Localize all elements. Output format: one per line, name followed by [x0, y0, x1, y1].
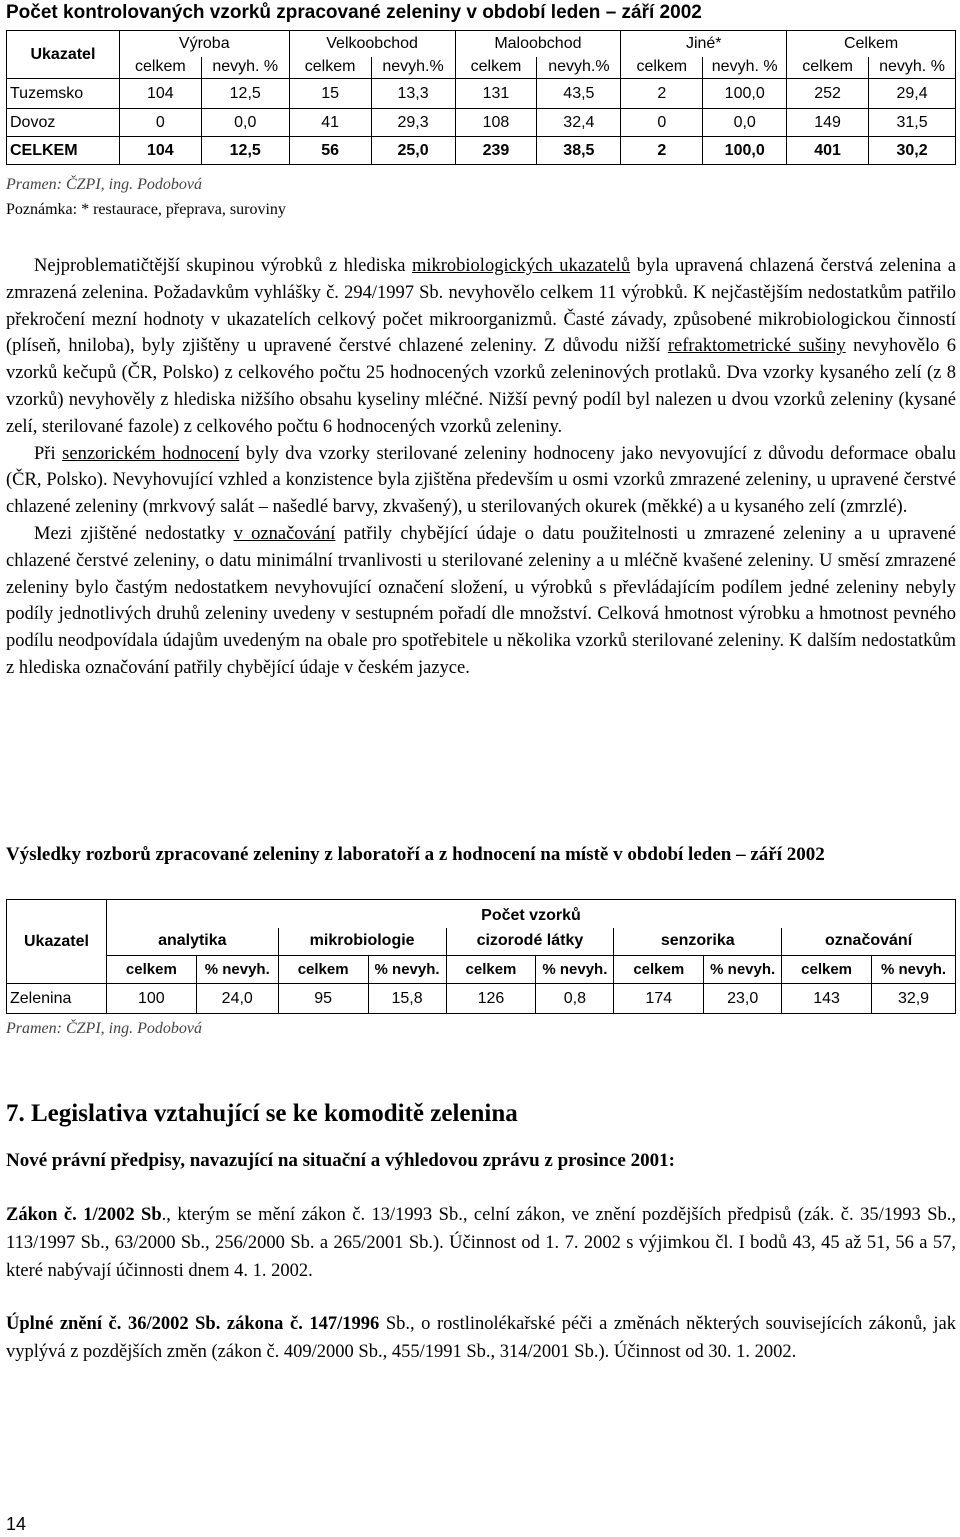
table1-cell: 252 — [787, 79, 869, 109]
table2-cell: 15,8 — [368, 984, 446, 1014]
table2-row-label: Zelenina — [7, 984, 107, 1014]
table2-subheader: celkem — [278, 956, 368, 984]
table1-cell: 104 — [119, 79, 201, 109]
law-entry — [6, 1201, 956, 1285]
table2-subheader: celkem — [782, 956, 872, 984]
section-subheading: Nové právní předpisy, navazující na situační a výhledovou zprávu z prosince 2001: — [6, 1150, 675, 1171]
table2-subheader: % nevyh. — [872, 956, 956, 984]
law-entry — [6, 1310, 956, 1366]
table1-cell: 104 — [119, 137, 201, 165]
underlined-term: v označování — [233, 523, 336, 544]
table1-row-label: Dovoz — [7, 109, 120, 137]
table1-subheader: nevyh.% — [537, 57, 621, 79]
table1-group-header: Velkoobchod — [289, 31, 455, 57]
table1-cell: 0,0 — [703, 109, 787, 137]
table1-cell: 100,0 — [703, 79, 787, 109]
table1-row-label: Tuzemsko — [7, 79, 120, 109]
table1-cell: 32,4 — [537, 109, 621, 137]
table2-subheader: celkem — [614, 956, 704, 984]
table1-note: Poznámka: * restaurace, přeprava, suroviny — [6, 201, 286, 218]
table1-cell: 0,0 — [201, 109, 289, 137]
table2-subheader: % nevyh. — [536, 956, 614, 984]
table1 — [6, 30, 956, 165]
law-title: Úplné znění č. 36/2002 Sb. zákona č. 147/1996 — [6, 1314, 380, 1334]
table1-subheader: nevyh. % — [201, 57, 289, 79]
table1-cell: 30,2 — [869, 137, 956, 165]
table2-cell: 174 — [614, 984, 704, 1014]
table-row — [7, 109, 956, 137]
table1-subheader: celkem — [455, 57, 537, 79]
page-number: 14 — [6, 1514, 27, 1534]
text-run: Mezi zjištěné nedostatky — [34, 523, 234, 544]
table1-cell: 15 — [289, 79, 371, 109]
table1-header-indicator: Ukazatel — [7, 31, 120, 79]
table1-cell: 2 — [621, 137, 703, 165]
table1-group-header: Celkem — [787, 31, 956, 57]
section-heading: 7. Legislativa vztahující se ke komoditě zelenina — [6, 1100, 518, 1127]
table1-title: Počet kontrolovaných vzorků zpracované zeleniny v období leden – září 2002 — [6, 2, 702, 23]
law-text: ., kterým se mění zákon č. 13/1993 Sb., celní zákon, ve znění pozdějších předpisů (zák. č. 35/1993 Sb., 113/1997 Sb., 63/2000 Sb., 256/2000 Sb. a 265/2001 Sb.). Účinnost od 1. 7. 2002 s výjimkou čl. I bodů 43, 45 až 51, 56 a 57, které nabývají účinnosti dnem 4. 1. 2002. — [6, 1205, 956, 1281]
table2-source: Pramen: ČZPI, ing. Podobová — [6, 1020, 202, 1037]
table1-subheader: nevyh.% — [371, 57, 455, 79]
text-run: byly dva vzorky sterilované zeleniny hodnoceny jako nevyovující z důvodu deformace obalu (ČR, Polsko). Nevyhovující vzhled a konzistence byla zjištěna především u osmi vzorků zmrazené zeleniny, u upravené čerstvé chlazené zeleniny (mrkvový salát – našedlé barvy, zkvašený), u sterilovaných okurek (měkké) a u kysaného zelí (zmrzlé). — [6, 443, 956, 518]
table1-source: Pramen: ČZPI, ing. Podobová — [6, 176, 202, 193]
table2-subheader: % nevyh. — [196, 956, 278, 984]
paragraph — [6, 521, 956, 682]
table2-subheader: celkem — [446, 956, 536, 984]
table2-cell: 23,0 — [704, 984, 782, 1014]
table1-cell: 12,5 — [201, 79, 289, 109]
table2-cell: 0,8 — [536, 984, 614, 1014]
table1-cell: 38,5 — [537, 137, 621, 165]
table2-header-indicator: Ukazatel — [7, 900, 107, 984]
table1-cell: 13,3 — [371, 79, 455, 109]
table1-cell: 0 — [119, 109, 201, 137]
table1-cell: 43,5 — [537, 79, 621, 109]
table1-cell: 131 — [455, 79, 537, 109]
table1-cell: 239 — [455, 137, 537, 165]
text-run: patřily chybějící údaje o datu použitelnosti u zmrazené zeleniny a u upravené chlazené čerstvé zeleniny, o datu minimální trvanlivosti u sterilované zeleniny a u mléčně kvašené zeleniny. U směsí zmrazené zeleniny bylo častým nedostatkem nevyhovující označení složení, u výrobků s převládajícím podílem jedné zeleniny nebyly podíly jednotlivých druhů zeleniny uvedeny v sestupném pořadí dle množství. Celková hmotnost výrobku a hmotnost pevného podílu neodpovídala údajům uvedeným na obale pro spotřebitele u několika vzorků sterilované zeleniny. K dalším nedostatkům z hlediska označování patřily chybějící údaje v českém jazyce. — [6, 523, 956, 678]
table1-subheader: celkem — [119, 57, 201, 79]
table1-subheader: celkem — [787, 57, 869, 79]
table2-cell: 24,0 — [196, 984, 278, 1014]
table1-row-label: CELKEM — [7, 137, 120, 165]
table2-group-header: senzorika — [614, 928, 782, 956]
law-text: Sb., o rostlinolékařské péči a změnách některých souvisejících zákonů, jak vyplývá z pozdějších změn (zákon č. 409/2000 Sb., 455/1991 Sb., 314/2001 Sb.). Účinnost od 30. 1. 2002. — [6, 1314, 956, 1362]
table1-cell: 12,5 — [201, 137, 289, 165]
underlined-term: mikrobiologických ukazatelů — [411, 256, 631, 276]
table1-subheader: celkem — [621, 57, 703, 79]
text-run: nevyhovělo 6 vzorků kečupů (ČR, Polsko) z celkového počtu 25 hodnocených vzorků zeleninových protlaků. Dva vzorky kysaného zelí (z 8 vzorků) nevyhověly z hlediska nižšího obsahu kyseliny mléčné. Nižší pevný podíl byl nalezen u dvou vzorků zeleniny (kysané zelí, sterilované fazole) z celkového počtu 6 hodnocených vzorků zeleniny. — [6, 336, 957, 437]
table2-title: Výsledky rozborů zpracované zeleniny z laboratoří a z hodnocení na místě v období leden – září 2002 — [6, 844, 825, 865]
table1-cell: 29,4 — [869, 79, 956, 109]
underlined-term: senzorickém hodnocení — [62, 443, 240, 464]
underlined-term: refraktometrické sušiny — [667, 336, 846, 357]
table2-group-header: mikrobiologie — [278, 928, 446, 956]
table2-subheader: % nevyh. — [368, 956, 446, 984]
table2 — [6, 899, 956, 1014]
table1-cell: 108 — [455, 109, 537, 137]
table2-group-header: analytika — [106, 928, 278, 956]
table2-cell: 143 — [782, 984, 872, 1014]
table1-cell: 25,0 — [371, 137, 455, 165]
table1-group-header: Výroba — [119, 31, 289, 57]
table1-cell: 0 — [621, 109, 703, 137]
table2-group-header: cizorodé látky — [446, 928, 614, 956]
body-text — [6, 253, 956, 682]
table1-group-header: Maloobchod — [455, 31, 621, 57]
table-row — [7, 137, 956, 165]
table1-cell: 2 — [621, 79, 703, 109]
table1-subheader: celkem — [289, 57, 371, 79]
table-row — [7, 79, 956, 109]
table1-group-header: Jiné* — [621, 31, 787, 57]
law-title: Zákon č. 1/2002 Sb — [6, 1205, 162, 1225]
paragraph — [6, 253, 956, 441]
table2-cell: 100 — [106, 984, 196, 1014]
table1-cell: 31,5 — [869, 109, 956, 137]
table1-cell: 29,3 — [371, 109, 455, 137]
table-row — [7, 984, 956, 1014]
table2-cell: 126 — [446, 984, 536, 1014]
paragraph — [6, 441, 956, 521]
table2-cell: 95 — [278, 984, 368, 1014]
text-run: Při — [34, 443, 63, 464]
table1-cell: 149 — [787, 109, 869, 137]
table1-cell: 100,0 — [703, 137, 787, 165]
text-run: Nejproblematičtější skupinou výrobků z hlediska — [34, 256, 412, 276]
table1-cell: 401 — [787, 137, 869, 165]
table2-subheader: % nevyh. — [704, 956, 782, 984]
table1-cell: 41 — [289, 109, 371, 137]
table1-subheader: nevyh. % — [869, 57, 956, 79]
table2-super-header: Počet vzorků — [106, 900, 955, 928]
table2-cell: 32,9 — [872, 984, 956, 1014]
table1-cell: 56 — [289, 137, 371, 165]
text-run: byla upravená chlazená čerstvá zelenina a zmrazená zelenina. Požadavkům vyhlášky č. 294/1997 Sb. nevyhovělo celkem 11 výrobků. K nejčastějším nedostatkům patřilo překročení mezní hodnoty v ukazatelích celkový počet mikroorganizmů. Časté závady, způsobené mikrobiologickou činností (plíseň, hniloba), byly zjištěny u upravené čerstvé chlazené zeleniny. Z důvodu nižší — [6, 256, 956, 357]
table2-group-header: označování — [782, 928, 956, 956]
table2-subheader: celkem — [106, 956, 196, 984]
table1-subheader: nevyh. % — [703, 57, 787, 79]
